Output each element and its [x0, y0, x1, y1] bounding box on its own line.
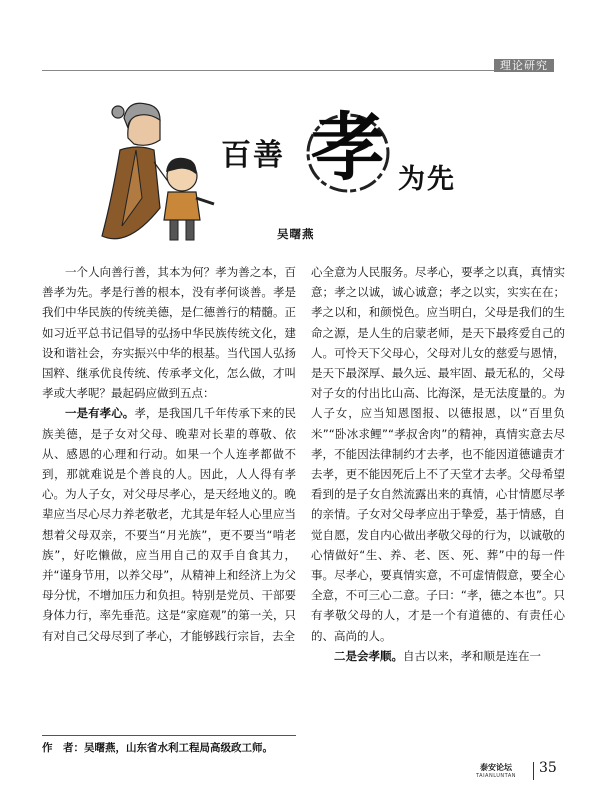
author-byline: 吴曙燕 — [277, 227, 315, 241]
author-footnote: 作 者：吴曙燕，山东省水利工程局高级政工师。 — [42, 742, 273, 754]
paragraph-lead: 一是有孝心。 — [65, 406, 135, 421]
paragraph: 一个人向善行善，其本为何？孝为善之本，百善孝为先。孝是行善的根本，没有孝何谈善。孝是我们中华民族的传统美德，是仁德善行的精髓。正如习近平总书记倡导的弘扬中华民族传统文化，建设和谐社会，夯实振兴中华的根基。当代国人弘扬国粹、继承优良传统、传承孝文化，怎么做，才叫孝或大孝呢？最起码应做到五点： — [42, 265, 296, 401]
footer-divider — [533, 762, 534, 780]
paragraph-lead: 二是会孝顺。 — [334, 648, 403, 663]
paragraph: 一是有孝心。孝，是我国几千年传承下来的民族美德，是子女对父母、晚辈对长辈的尊敬、依从、感恩的心理和行动。如果一个人连孝都做不到，那就难说是个善良的人。因此，人人得有孝心。为人子女，对父母尽孝心，是天经地义的。晚辈应当尽心尽力养老敬老，尤其是年轻人心里应当想着父母双亲，不要当“月光族”，更不要当“啃老族”，好吃懒做，应当用自己的双手自食其力，并“谨身节用，以养父母”，从精神上和经济上为父母分忧，不增加压力和负担。特别是党员、干部要身体力行，率先垂范。这是“家庭观”的第一关，只有对自己父母尽到了孝心，才能够践行宗旨，去全 — [42, 406, 297, 643]
page-number: 35 — [539, 760, 557, 776]
journal-name: 泰安论坛 — [480, 763, 512, 772]
title-highlight-emblem — [302, 105, 394, 196]
title-part-2: 为先 — [398, 164, 456, 195]
footnote-rule — [42, 735, 296, 736]
article-column-left — [42, 262, 296, 646]
journal-name-pinyin: TAIANLUNTAN — [476, 773, 516, 779]
paragraph: 二是会孝顺。自古以来，孝和顺是连在一 — [334, 648, 541, 663]
header-rule — [42, 70, 554, 71]
grandmother-child-illustration — [98, 98, 228, 250]
journal-brand — [476, 762, 516, 779]
title-part-1: 百善 — [221, 138, 285, 173]
title-highlight: 孝 — [311, 105, 385, 191]
article-column-right — [311, 262, 565, 666]
paragraph: 心全意为人民服务。尽孝心，要孝之以真，真情实意；孝之以诚，诚心诚意；孝之以实，实实在在；孝之以和，和颜悦色。应当明白，父母是我们的生命之源，是人生的启蒙老师，是天下最疼爱自己的人。可怜天下父母心，父母对儿女的慈爱与恩情，是天下最深厚、最久远、最牢固、最无私的，父母对子女的付出比山高、比海深，是无法度量的。为人子女，应当知恩图报、以德报恩，以“百里负米”“卧冰求鲤”“孝叔舍肉”的精神，真情实意去尽孝，不能因法律制约才去孝，也不能因道德谴责才去孝，更不能因死后上不了天堂才去孝。父母希望看到的是子女自然流露出来的真情，心甘情愿尽孝的亲情。子女对父母孝应出于挚爱，基于情感，自觉自愿，发自内心做出孝敬父母的行为，以诚敬的心情做好“生、养、老、医、死、葬”中的每一件事。尽孝心，要真情实意，不可虚情假意，要全心全意，不可三心二意。子曰：“孝，德之本也”。只有孝敬父母的人，才是一个有道德的、有责任心的、高尚的人。 — [311, 265, 565, 643]
section-label: 理论研究 — [494, 59, 554, 72]
